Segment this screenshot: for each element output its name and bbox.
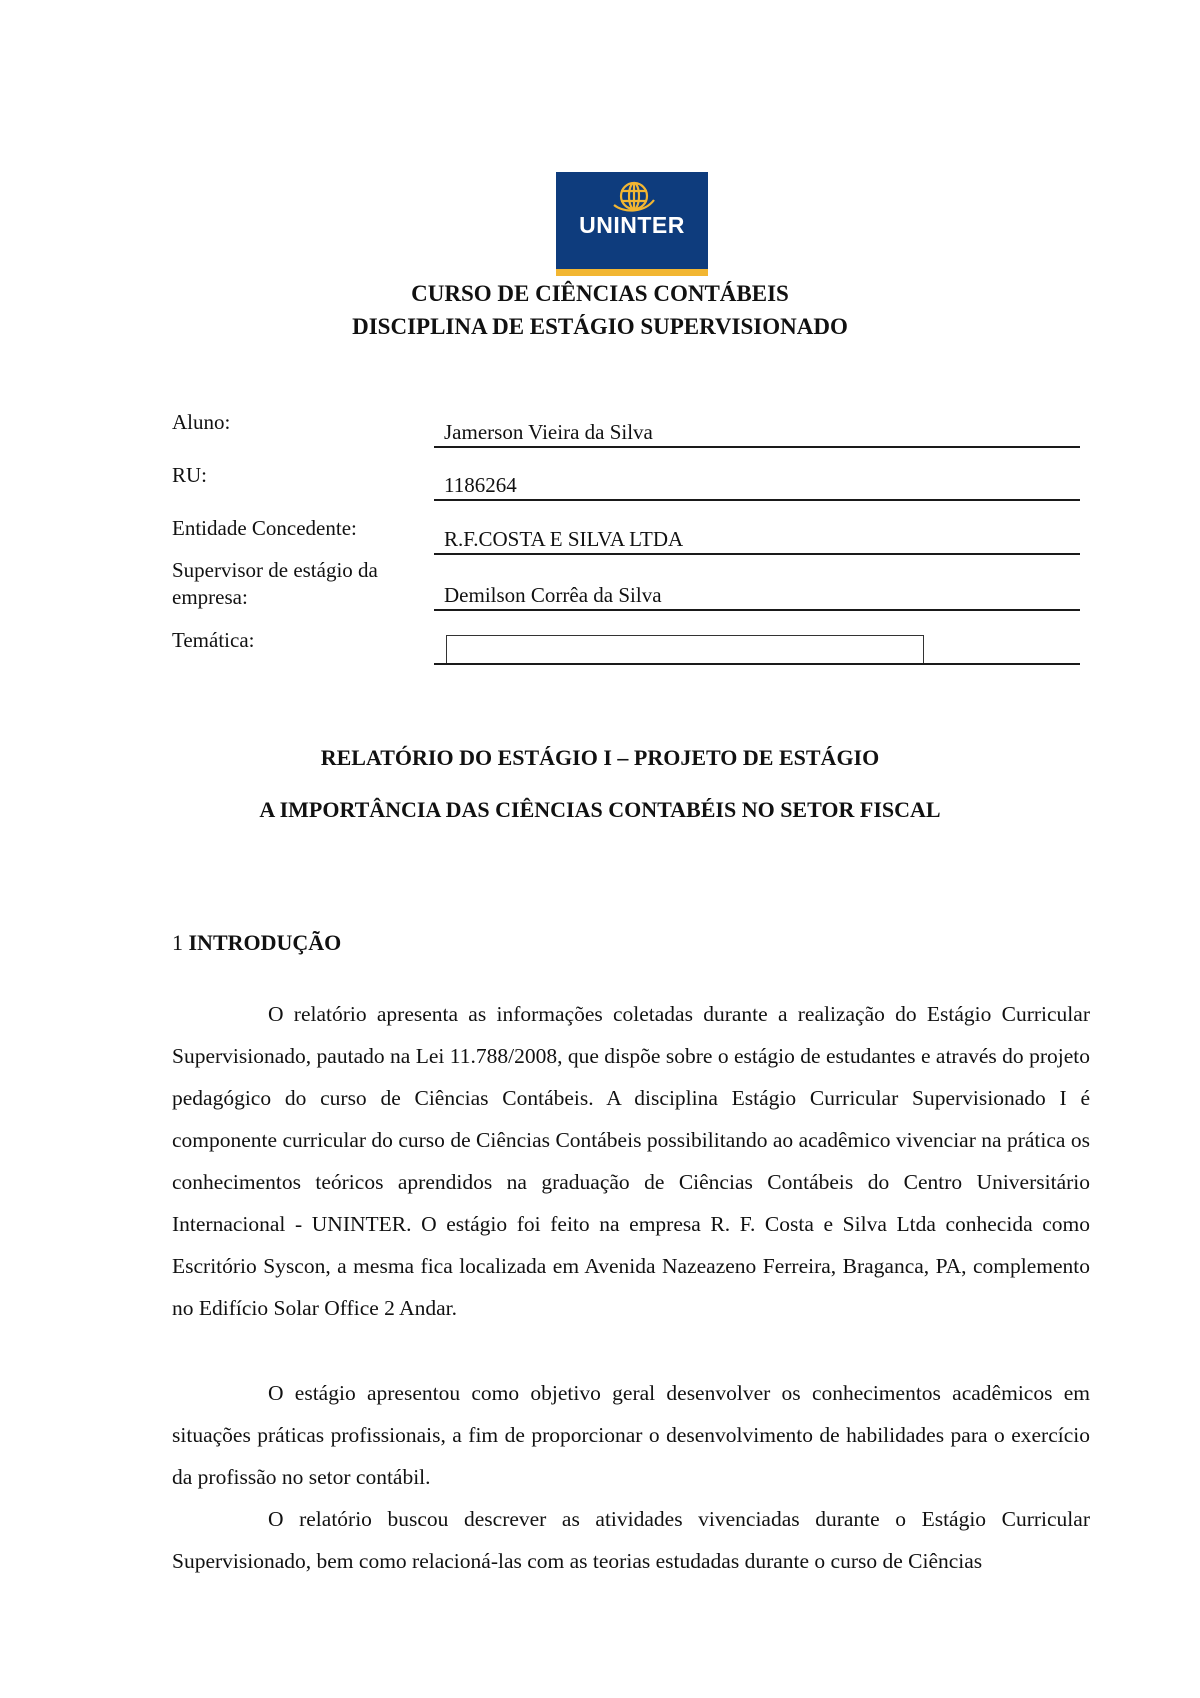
report-title: RELATÓRIO DO ESTÁGIO I – PROJETO DE ESTÁGIO <box>320 745 880 770</box>
paragraph-2-text: O estágio apresentou como objetivo geral desenvolver os conhecimentos acadêmicos em situações práticas profissionais, a fim de proporcionar o desenvolvimento de habilidades para o exercício da profissão no setor contábil. <box>172 1381 1090 1489</box>
section-number: 1 <box>172 930 183 955</box>
discipline-heading: DISCIPLINA DE ESTÁGIO SUPERVISIONADO <box>352 314 848 339</box>
entidade-underline <box>434 553 1080 555</box>
supervisor-value: Demilson Corrêa da Silva <box>444 583 662 607</box>
report-subtitle: A IMPORTÂNCIA DAS CIÊNCIAS CONTABÉIS NO SETOR FISCAL <box>259 797 941 822</box>
globe-icon <box>612 178 656 216</box>
ru-underline <box>434 499 1080 501</box>
supervisor-label-line1: Supervisor de estágio da <box>172 558 378 582</box>
tematica-field[interactable] <box>446 635 924 665</box>
logo-stripe <box>556 269 708 276</box>
ru-label: RU: <box>172 463 208 487</box>
ru-value: 1186264 <box>444 473 517 497</box>
aluno-underline <box>434 446 1080 448</box>
tematica-label: Temática: <box>172 628 255 652</box>
logo-text: UNINTER <box>579 212 685 238</box>
paragraph-3 <box>172 1498 1090 1582</box>
supervisor-underline <box>434 609 1080 611</box>
aluno-label: Aluno: <box>172 410 231 434</box>
section-heading <box>172 930 341 956</box>
tematica-underline <box>434 663 1080 665</box>
paragraph-3-text: O relatório buscou descrever as atividades vivenciadas durante o Estágio Curricular Supervisionado, bem como relacioná-las com as teorias estudadas durante o curso de Ciências <box>172 1507 1090 1573</box>
paragraph-2 <box>172 1372 1090 1498</box>
uninter-logo <box>556 172 708 276</box>
entidade-value: R.F.COSTA E SILVA LTDA <box>444 527 684 551</box>
supervisor-label <box>172 557 378 611</box>
paragraph-1 <box>172 993 1090 1329</box>
aluno-value: Jamerson Vieira da Silva <box>444 420 653 444</box>
paragraph-1-text: O relatório apresenta as informações coletadas durante a realização do Estágio Curricular Supervisionado, pautado na Lei 11.788/2008, que dispõe sobre o estágio de estudantes e através do projeto pedagógico do curso de Ciências Contábeis. A disciplina Estágio Curricular Supervisionado I é componente curricular do curso de Ciências Contábeis possibilitando ao acadêmico vivenciar na prática os conhecimentos teóricos aprendidos na graduação de Ciências Contábeis do Centro Universitário Internacional - UNINTER. O estágio foi feito na empresa R. F. Costa e Silva Ltda conhecida como Escritório Syscon, a mesma fica localizada em Avenida Nazeazeno Ferreira, Braganca, PA, complemento no Edifício Solar Office 2 Andar. <box>172 1002 1090 1320</box>
course-heading: CURSO DE CIÊNCIAS CONTÁBEIS <box>411 281 789 306</box>
section-title: INTRODUÇÃO <box>188 930 342 955</box>
entidade-label: Entidade Concedente: <box>172 516 357 540</box>
supervisor-label-line2: empresa: <box>172 585 248 609</box>
